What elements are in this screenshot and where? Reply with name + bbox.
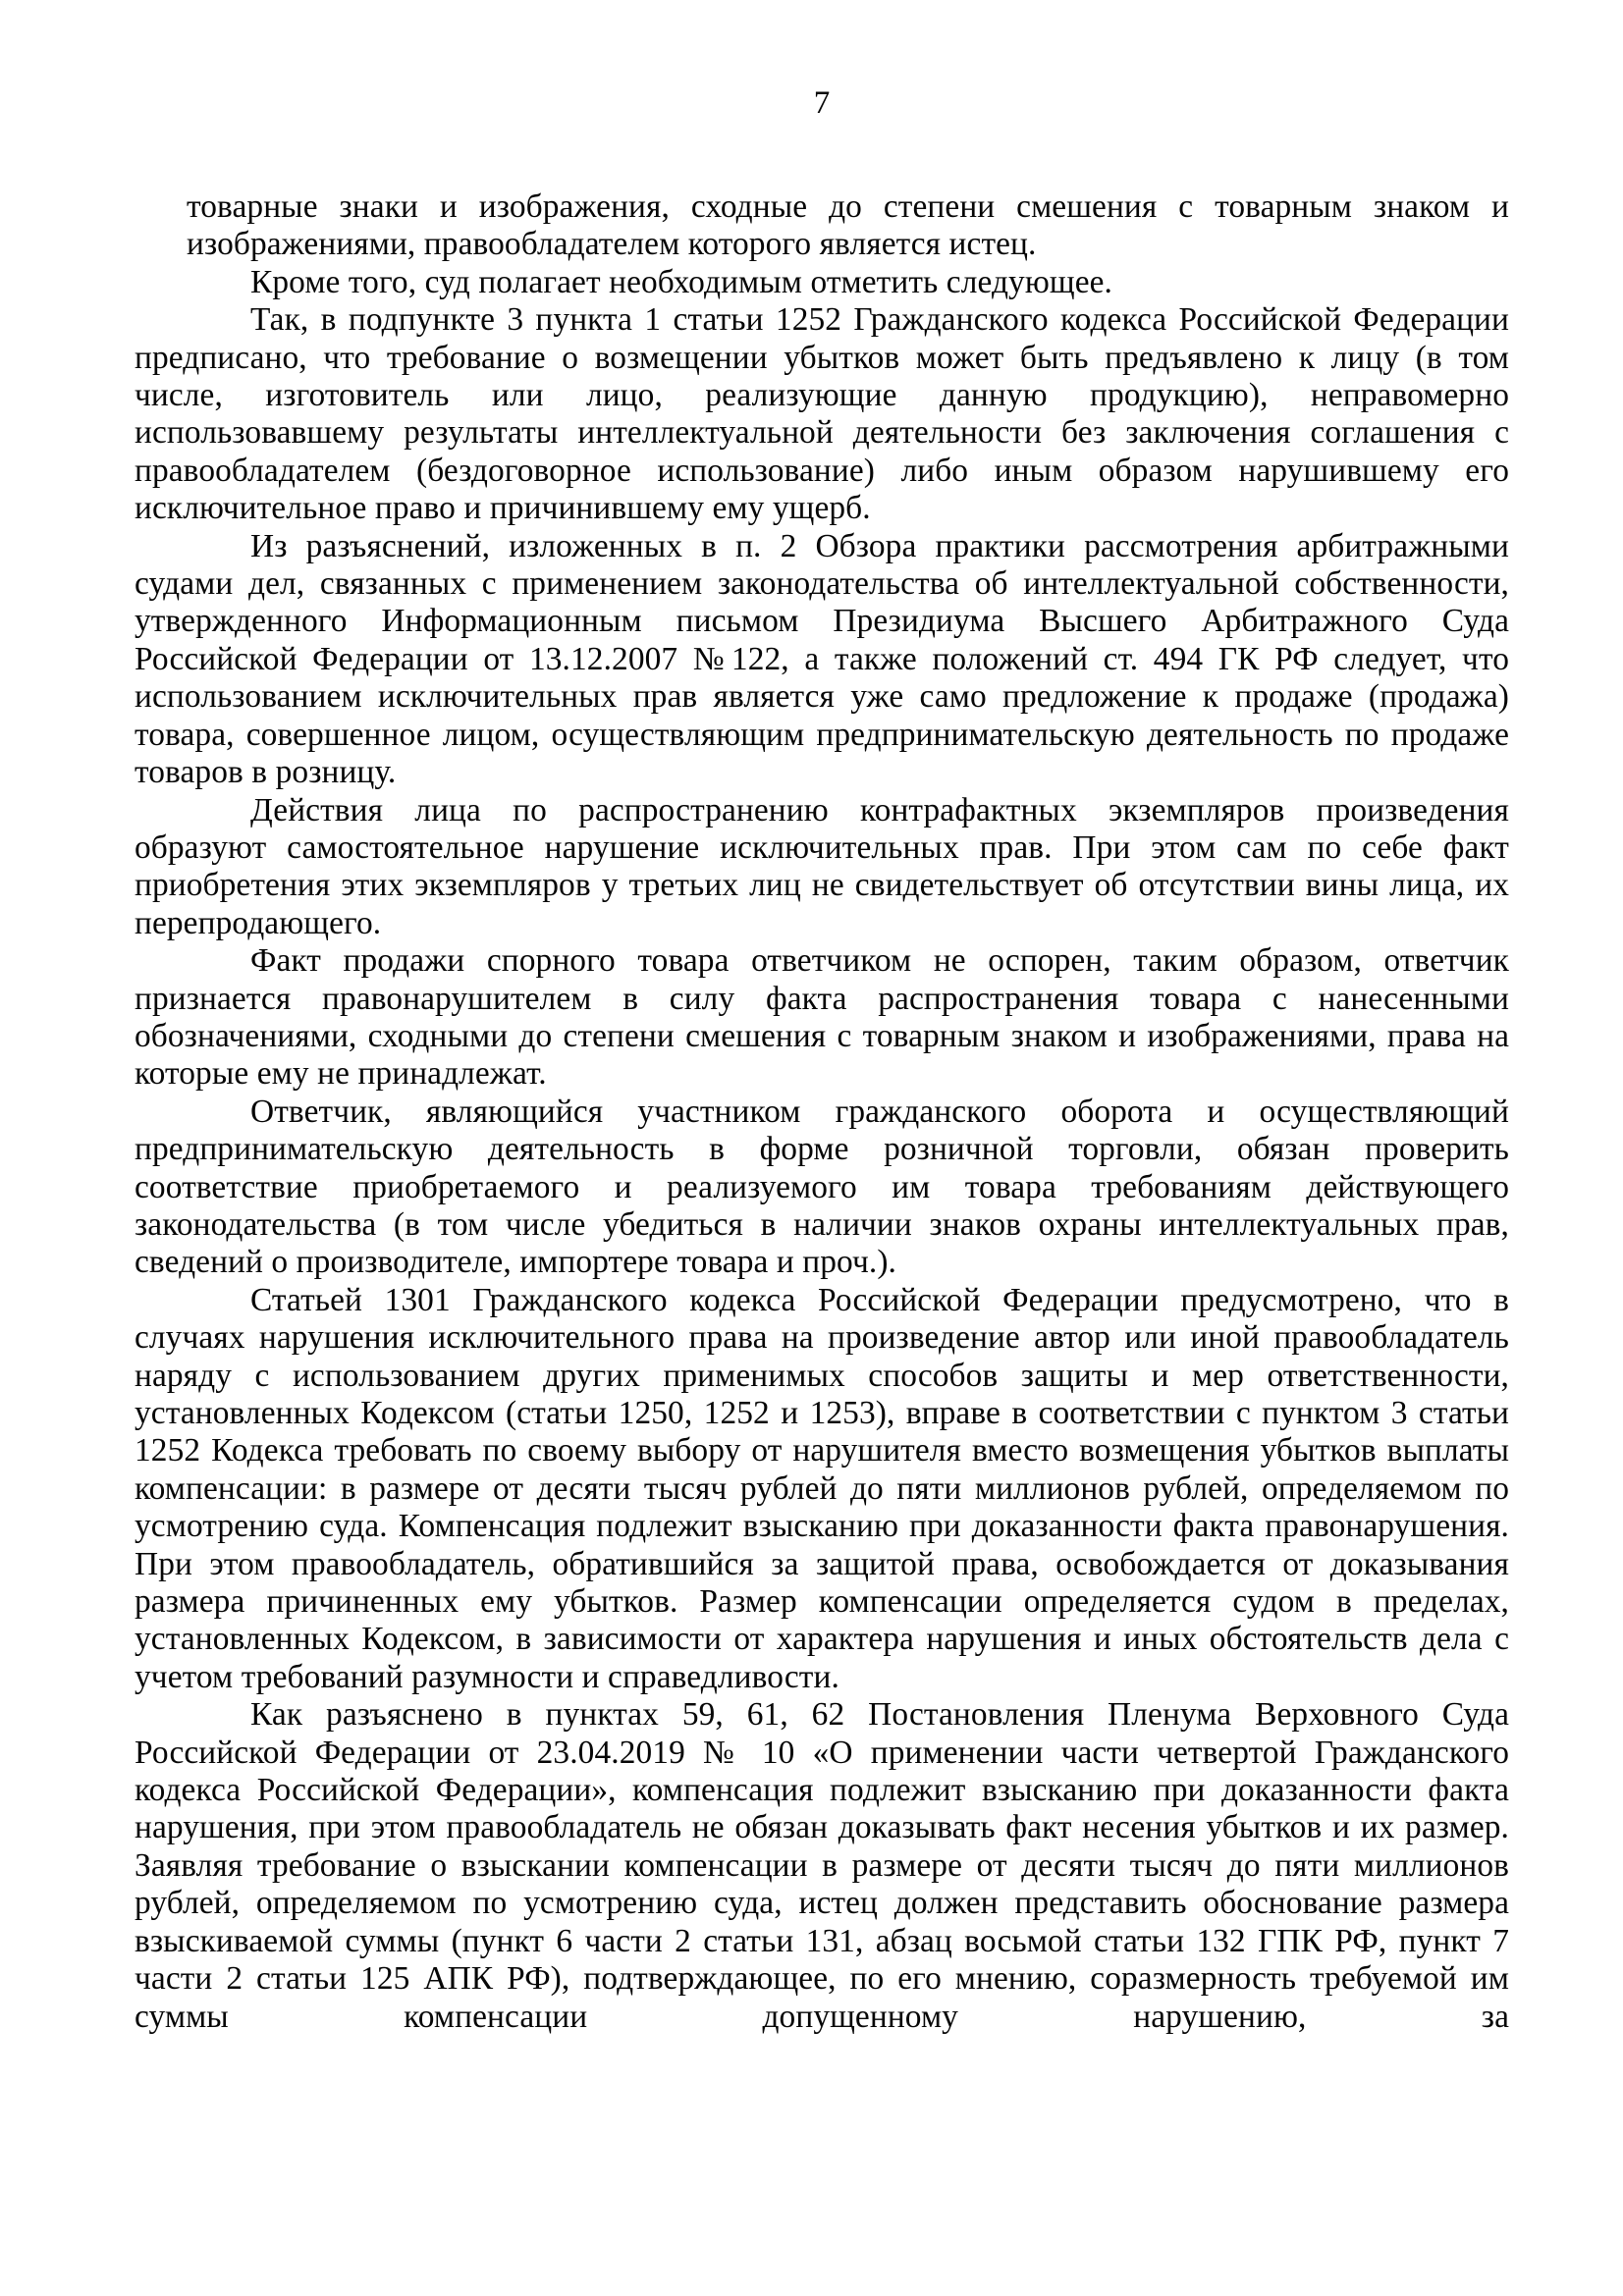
page-number: 7: [813, 85, 831, 121]
document-body: [135, 188, 1509, 2036]
paragraph: Кроме того, суд полагает необходимым отметить следующее.: [250, 263, 1112, 300]
paragraph: Из разъяснений, изложенных в п. 2 Обзора практики рассмотрения арбитражными судами дел, связанных с применением законодательства об интеллектуальной собственности, утвержденного Информационным письмом Президиума Высшего Арбитражного Суда Российской Федерации от 13.12.2007 №122, а также положений ст. 494 ГК РФ следует, что использованием исключительных прав является уже само предложение к продаже (продажа) товара, совершенное лицом, осуществляющим предпринимательскую деятельность по продаже товаров в розницу.: [135, 527, 1509, 791]
paragraph: Ответчик, являющийся участником гражданского оборота и осуществляющий предпринимательскую деятельность в форме розничной торговли, обязан проверить соответствие приобретаемого и реализуемого им товара требованиям действующего законодательства (в том числе убедиться в наличии знаков охраны интеллектуальных прав, сведений о производителе, импортере товара и проч.).: [135, 1093, 1509, 1281]
paragraph: Действия лица по распространению контрафактных экземпляров произведения образуют самостоятельное нарушение исключительных прав. При этом сам по себе факт приобретения этих экземпляров у третьих лиц не свидетельствует об отсутствии вины лица, их перепродающего.: [135, 791, 1509, 941]
paragraph: Факт продажи спорного товара ответчиком не оспорен, таким образом, ответчик признается правонарушителем в силу факта распространения товара с нанесенными обозначениями, сходными до степени смешения с товарным знаком и изображениями, права на которые ему не принадлежат.: [135, 942, 1509, 1093]
paragraph-continues-next-page: Как разъяснено в пунктах 59, 61, 62 Постановления Пленума Верховного Суда Российской Федерации от 23.04.2019 № 10 «О применении части четвертой Гражданского кодекса Российской Федерации», компенсация подлежит взысканию при доказанности факта нарушения, при этом правообладатель не обязан доказывать факт несения убытков и их размер. Заявляя требование о взыскании компенсации в размере от десяти тысяч до пяти миллионов рублей, определяемом по усмотрению суда, истец должен представить обоснование размера взыскиваемой суммы (пункт 6 части 2 статьи 131, абзац восьмой статьи 132 ГПК РФ, пункт 7 части 2 статьи 125 АПК РФ), подтверждающее, по его мнению, соразмерность требуемой им суммы компенсации допущенному нарушению, за: [135, 1696, 1509, 2035]
paragraph-continued-from-previous-page: товарные знаки и изображения, сходные до степени смешения с товарным знаком и изображениями, правообладателем которого является истец.: [187, 188, 1509, 263]
paragraph: Статьей 1301 Гражданского кодекса Российской Федерации предусмотрено, что в случаях нарушения исключительного права на произведение автор или иной правообладатель наряду с использованием других применимых способов защиты и мер ответственности, установленных Кодексом (статьи 1250, 1252 и 1253), вправе в соответствии с пунктом 3 статьи 1252 Кодекса требовать по своему выбору от нарушителя вместо возмещения убытков выплаты компенсации: в размере от десяти тысяч рублей до пяти миллионов рублей, определяемом по усмотрению суда. Компенсация подлежит взысканию при доказанности факта правонарушения. При этом правообладатель, обратившийся за защитой права, освобождается от доказывания размера причиненных ему убытков. Размер компенсации определяется судом в пределах, установленных Кодексом, в зависимости от характера нарушения и иных обстоятельств дела с учетом требований разумности и справедливости.: [135, 1281, 1509, 1695]
paragraph: Так, в подпункте 3 пункта 1 статьи 1252 Гражданского кодекса Российской Федерации предписано, что требование о возмещении убытков может быть предъявлено к лицу (в том числе, изготовитель или лицо, реализующие данную продукцию), неправомерно использовавшему результаты интеллектуальной деятельности без заключения соглашения с правообладателем (бездоговорное использование) либо иным образом нарушившему его исключительное право и причинившему ему ущерб.: [135, 301, 1509, 527]
